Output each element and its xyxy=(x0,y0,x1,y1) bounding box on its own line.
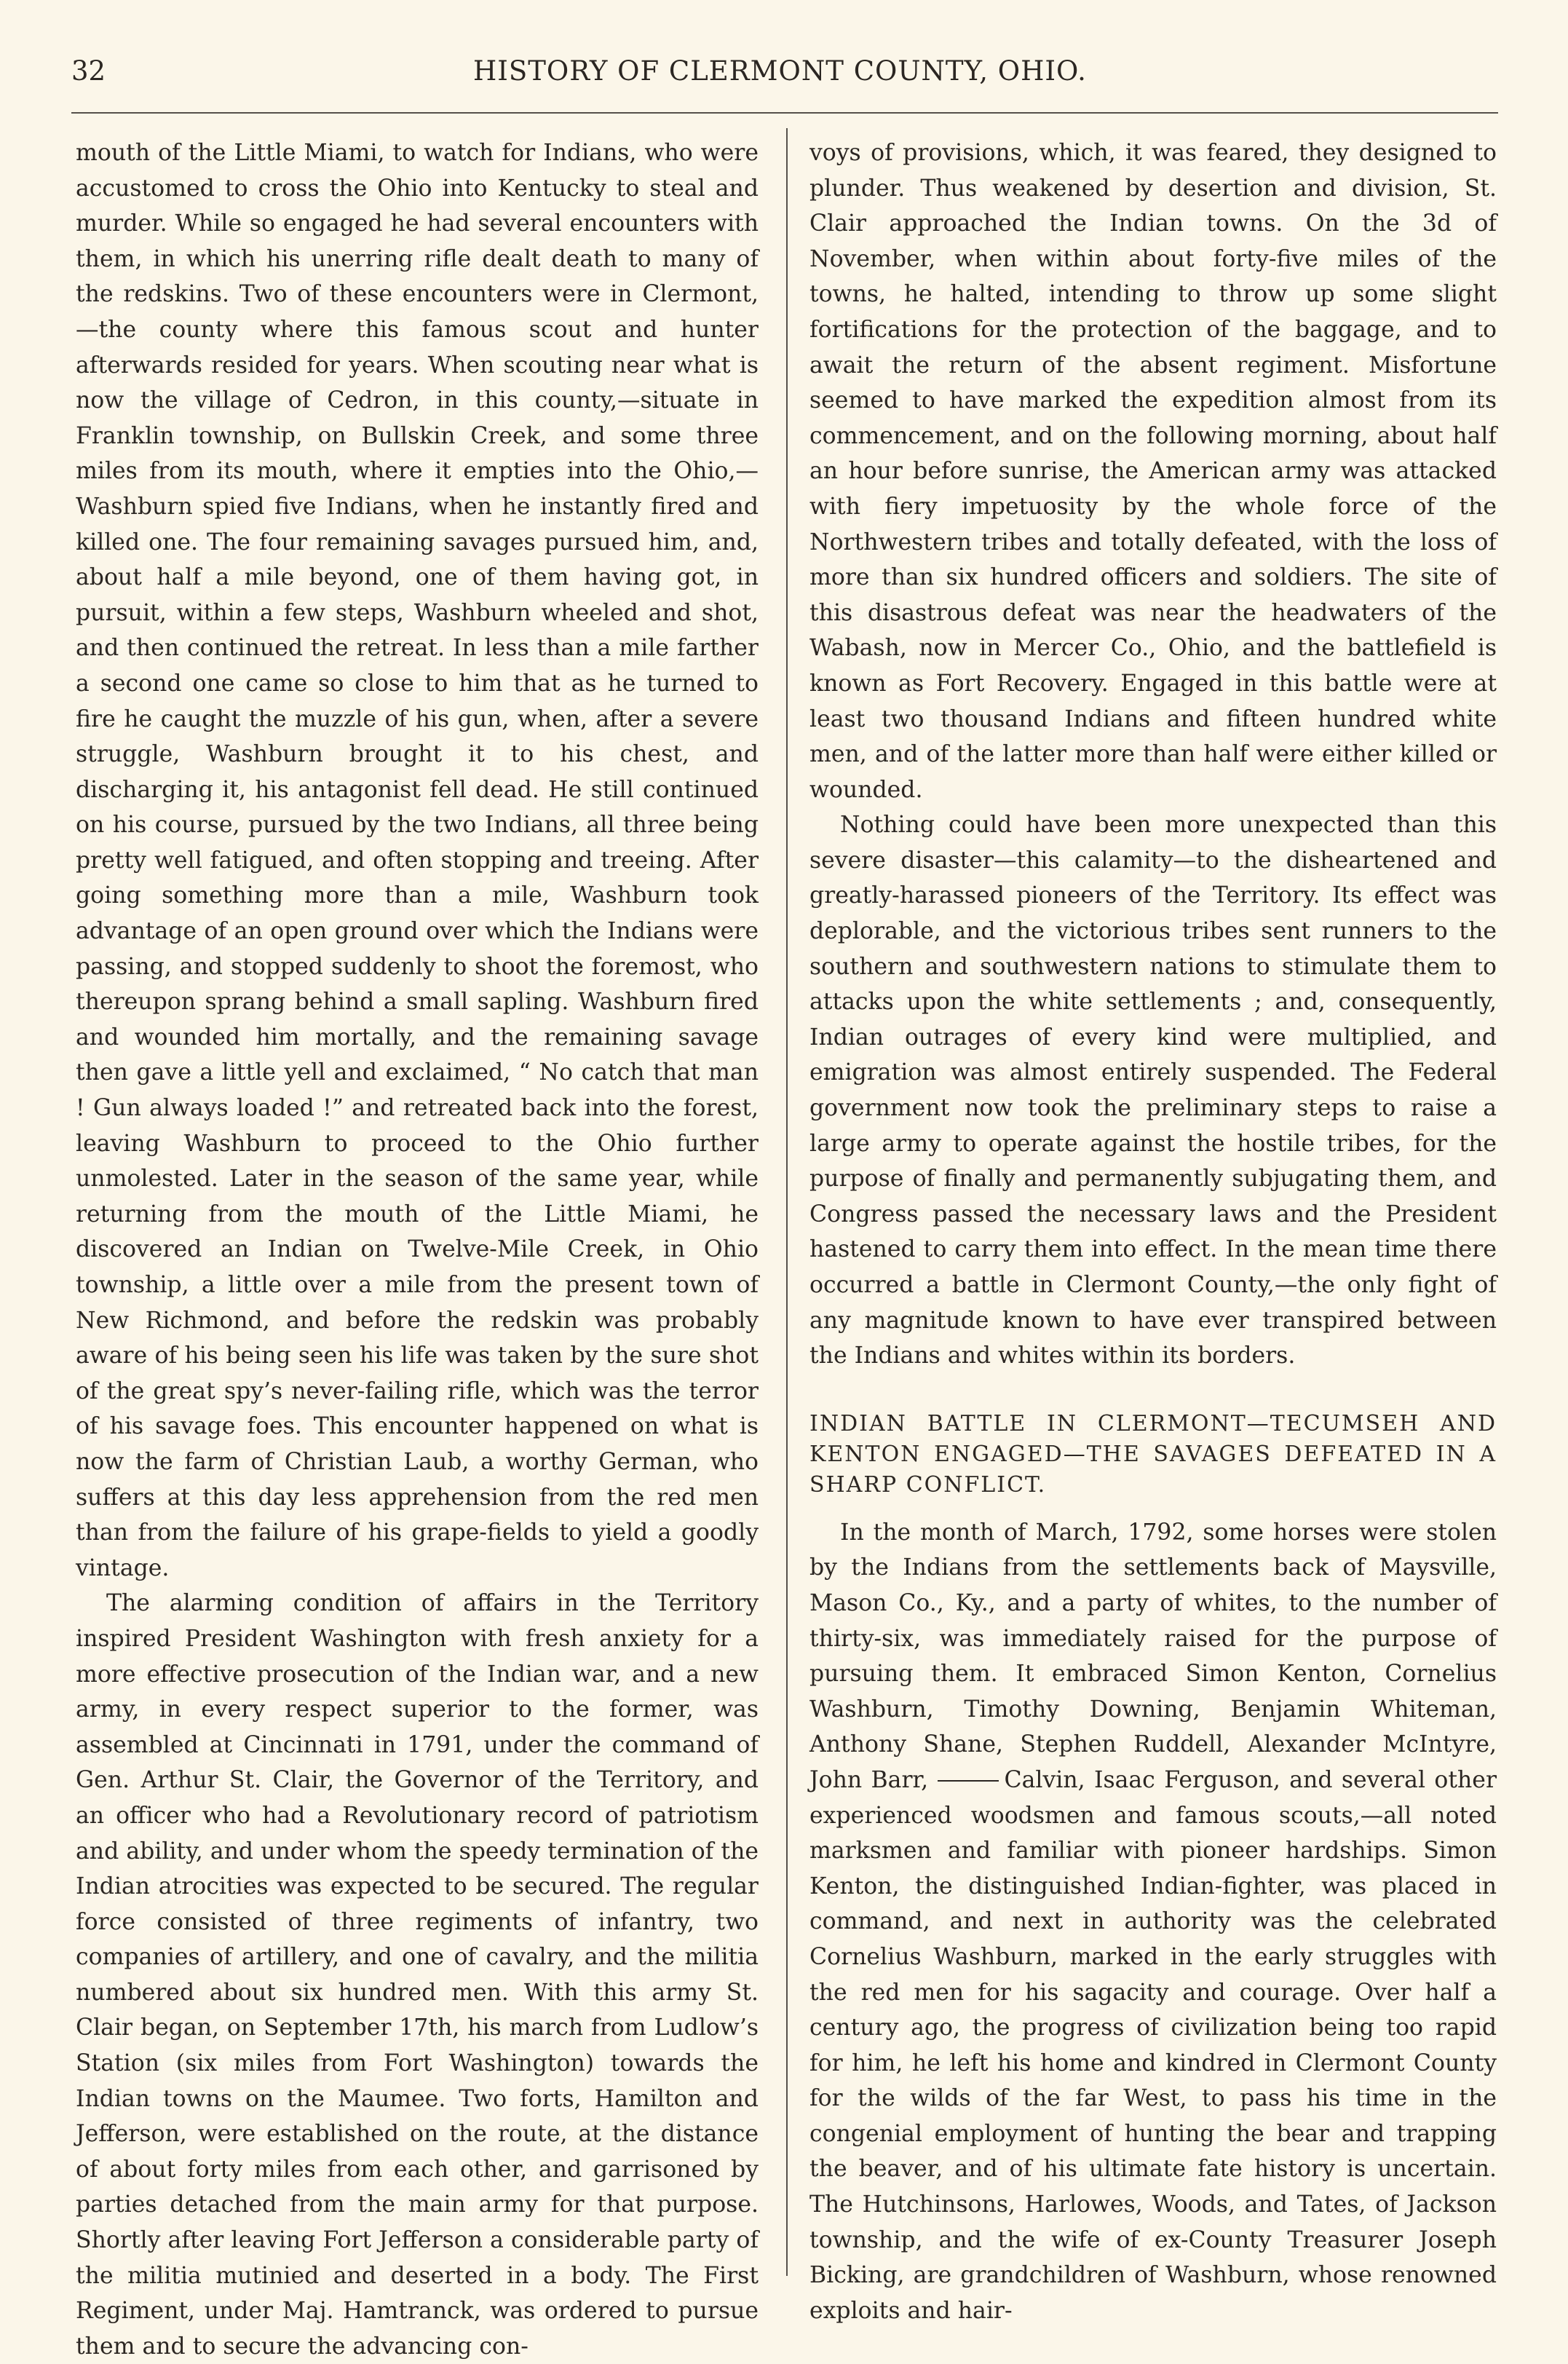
paragraph xyxy=(809,1515,1497,2329)
right-column xyxy=(809,135,1497,2328)
paragraph-text: In the month of March, 1792, some horses were stolen by the Indians from the settlements back of Maysville, Mason Co., Ky., and a party of whites, to the number of thirty-six, was immediately raised for the purpose of pursuing them. It embraced Simon Kenton, Cornelius Washburn, Timothy Downing, Benjamin Whiteman, Anthony Shane, Stephen Ruddell, Alexander McIntyre, John Barr, xyxy=(809,1519,1497,1793)
header-rule xyxy=(71,112,1498,114)
paragraph: voys of provisions, which, it was feared, they designed to plunder. Thus weakened by desertion and division, St. Clair approached the Indian towns. On the 3d of November, when within about forty-five miles of the towns, he halted, intending to throw up some slight fortifications for the protection of the baggage, and to await the return of the absent regiment. Misfortune seemed to have marked the expedition almost from its commencement, and on the following morning, about half an hour before sunrise, the American army was attacked with fiery impetuosity by the whole force of the Northwestern tribes and totally defeated, with the loss of more than six hundred officers and soldiers. The site of this disastrous defeat was near the headwaters of the Wabash, now in Mercer Co., Ohio, and the battlefield is known as Fort Recovery. Engaged in this battle were at least two thousand Indians and fifteen hundred white men, and of the latter more than half were either killed or wounded. xyxy=(809,140,1497,803)
column-divider xyxy=(786,128,788,2276)
paragraph: Nothing could have been more unexpected than this severe disaster—this calamity—to the disheartened and greatly-harassed pioneers of the Territory. Its effect was deplorable, and the victorious tribes sent runners to the southern and southwestern nations to stimulate them to attacks upon the white settlements ; and, consequently, Indian outrages of every kind were multiplied, and emigration was almost entirely suspended. The Federal government now took the preliminary steps to raise a large army to operate against the hostile tribes, for the purpose of finally and permanently subjugating them, and Congress passed the necessary laws and the President hastened to carry them into effect. In the mean time there occurred a battle in Clermont County,—the only fight of any magnitude known to have ever transpired between the Indians and whites within its borders. xyxy=(809,812,1497,1369)
paragraph: mouth of the Little Miami, to watch for Indians, who were accustomed to cross the Ohio into Kentucky to steal and murder. While so engaged he had several encounters with them, in which his unerring rifle dealt death to many of the redskins. Two of these encounters were in Clermont, —the county where this famous scout and hunter afterwards resided for years. When scouting near what is now the village of Cedron, in this county,—situate in Franklin township, on Bullskin Creek, and some three miles from its mouth, where it empties into the Ohio,—Washburn spied five Indians, when he instantly fired and killed one. The four remaining savages pursued him, and, about half a mile beyond, one of them having got, in pursuit, within a few steps, Washburn wheeled and shot, and then continued the retreat. In less than a mile farther a second one came so close to him that as he turned to fire he caught the muzzle of his gun, when, after a severe struggle, Washburn brought it to his chest, and discharging it, his antagonist fell dead. He still continued on his course, pursued by the two Indians, all three being pretty well fatigued, and often stopping and treeing. After going something more than a mile, Washburn took advantage of an open ground over which the Indians were passing, and stopped suddenly to shoot the foremost, who thereupon sprang behind a small sapling. Washburn fired and wounded him mortally, and the remaining savage then gave a little yell and exclaimed, “ No catch that man ! Gun always loaded !” and retreated back into the forest, leaving Washburn to proceed to the Ohio further unmolested. Later in the season of the same year, while returning from the mouth of the Little Miami, he discovered an Indian on Twelve-Mile Creek, in Ohio township, a little over a mile from the present town of New Richmond, and before the redskin was probably aware of his being seen his life was taken by the sure shot of the great spy’s never-failing rifle, which was the terror of his savage foes. This encounter happened on what is now the farm of Christian Laub, a worthy German, who suffers at this day less apprehension from the red men than from the failure of his grape-fields to yield a goodly vintage. xyxy=(76,140,759,1581)
paragraph: The alarming condition of affairs in the Territory inspired President Washington with fresh anxiety for a more effective prosecution of the Indian war, and a new army, in every respect superior to the former, was assembled at Cincinnati in 1791, under the command of Gen. Arthur St. Clair, the Governor of the Territory, and an officer who had a Revolutionary record of patriotism and ability, and under whom the speedy termination of the Indian atrocities was expected to be secured. The regular force consisted of three regiments of infantry, two companies of artillery, and one of cavalry, and the militia numbered about six hundred men. With this army St. Clair began, on September 17th, his march from Ludlow’s Station (six miles from Fort Washington) towards the Indian towns on the Maumee. Two forts, Hamilton and Jefferson, were established on the route, at the distance of about forty miles from each other, and garrisoned by parties detached from the main army for that purpose. Shortly after leaving Fort Jefferson a considerable party of the militia mutinied and deserted in a body. The First Regiment, under Maj. Hamtranck, was ordered to pursue them and to secure the advancing con- xyxy=(76,1590,759,2360)
name-blank-rule xyxy=(938,1780,999,1782)
page-number: 32 xyxy=(71,55,106,87)
running-head: HISTORY OF CLERMONT COUNTY, OHIO. xyxy=(473,55,1087,87)
left-column xyxy=(76,135,759,2364)
paragraph-text: Calvin, Isaac Ferguson, and several other experienced woodsmen and famous scouts,—all noted marksmen and familiar with pioneer hardships. Simon Kenton, the distinguished Indian-fighter, was placed in command, and next in authority was the celebrated Cornelius Washburn, marked in the early struggles with the red men for his sagacity and courage. Over half a century ago, the progress of civilization being too rapid for him, he left his home and kindred in Clermont County for the wilds of the far West, to pass his time in the congenial employment of hunting the bear and trapping the beaver, and of his ultimate fate history is uncertain. The Hutchinsons, Harlowes, Woods, and Tates, of Jackson township, and the wife of ex-County Treasurer Joseph Bicking, are grandchildren of Washburn, whose renowned exploits and hair- xyxy=(809,1766,1497,2324)
section-heading: INDIAN BATTLE IN CLERMONT—TECUMSEH AND KENTON ENGAGED—THE SAVAGES DEFEATED IN A SHARP CONFLICT. xyxy=(809,1410,1497,1498)
